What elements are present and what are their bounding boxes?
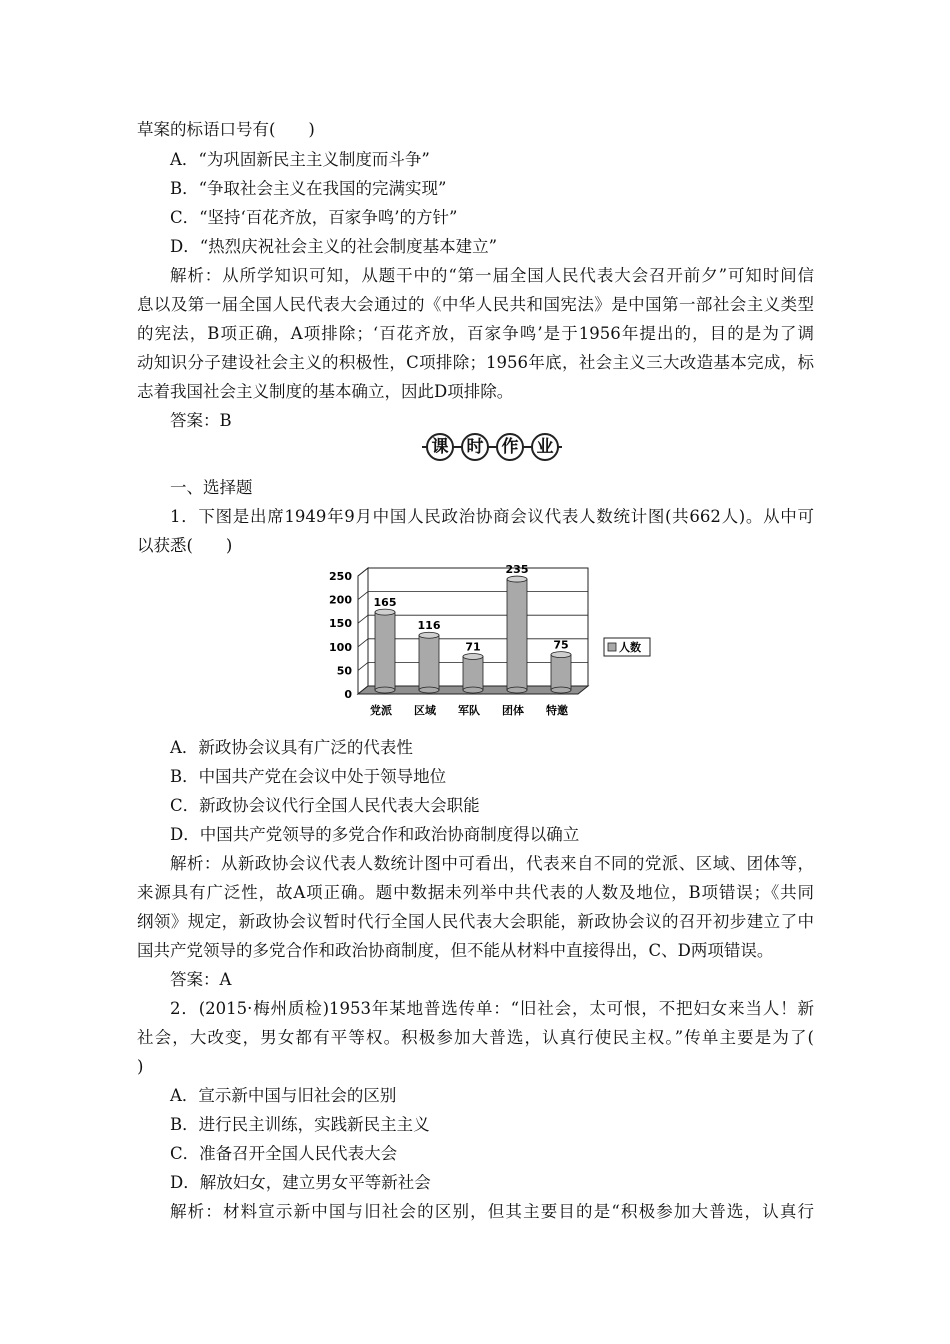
bar-base [375, 687, 395, 693]
bar-base [419, 687, 439, 693]
chart-legend [604, 638, 650, 656]
q2-option-c: C．准备召开全国人民代表大会 [170, 1144, 398, 1163]
y-tick-label: 50 [336, 664, 352, 678]
q2-stem-line: ) [137, 1057, 144, 1076]
prev-analysis-line: 志着我国社会主义制度的基本确立，因此D项排除。 [137, 382, 514, 401]
data-label: 116 [417, 619, 441, 633]
x-tick-label: 特邀 [546, 704, 568, 717]
prev-stem-tail: 草案的标语口号有( ) [137, 120, 315, 139]
q2-stem-line: 2．(2015·梅州质检)1953年某地普选传单：“旧社会，太可恨，不把妇女来当人！新 [170, 999, 814, 1018]
q1-analysis-line: 国共产党领导的多党合作和政治协商制度，但不能从材料中直接得出，C、D两项错误。 [137, 941, 774, 960]
prev-analysis-line: 动知识分子建设社会主义的积极性，C项排除；1956年底，社会主义三大改造基本完成，标 [137, 353, 814, 372]
legend-swatch [608, 643, 616, 651]
prev-analysis-line: 解析：从所学知识可知，从题干中的“第一届全国人民代表大会召开前夕”可知时间信 [170, 266, 814, 285]
q1-analysis-line: 来源具有广泛性，故A项正确。题中数据未列举中共代表的人数及地位，B项错误；《共同 [137, 883, 814, 902]
bar-top [507, 576, 527, 582]
q1-option-b: B．中国共产党在会议中处于领导地位 [170, 767, 447, 786]
y-tick-label: 100 [329, 640, 352, 654]
banner-char: 业 [531, 433, 559, 461]
bar [375, 612, 395, 690]
bar-base [463, 687, 483, 693]
prev-analysis-line: 的宪法，B项正确，A项排除；‘百花齐放，百家争鸣’是于1956年提出的，目的是为了调 [137, 324, 814, 343]
q1-stem-line: 以获悉( ) [137, 536, 233, 555]
prev-answer: 答案：B [170, 411, 232, 430]
bar [551, 655, 571, 690]
banner-char: 时 [461, 433, 489, 461]
q1-analysis-line: 纲领》规定，新政协会议暂时代行全国人民代表大会职能，新政协会议的召开初步建立了中 [137, 912, 814, 931]
section-banner [422, 433, 562, 465]
y-tick-label: 150 [329, 617, 352, 631]
bar-top [551, 652, 571, 658]
chart-yticks [329, 570, 352, 701]
q1-option-d: D．中国共产党领导的多党合作和政治协商制度得以确立 [170, 825, 580, 844]
q2-option-d: D．解放妇女，建立男女平等新社会 [170, 1173, 431, 1192]
section-heading: 一、选择题 [170, 478, 253, 497]
q1-analysis-line: 解析：从新政协会议代表人数统计图中可看出，代表来自不同的党派、区域、团体等， [170, 854, 814, 873]
q1-stem-line: 1．下图是出席1949年9月中国人民政治协商会议代表人数统计图(共662人)。从中可 [170, 507, 814, 526]
bar-chart [320, 562, 660, 730]
bar-top [375, 609, 395, 615]
bar-top [419, 632, 439, 638]
banner-char: 作 [496, 433, 524, 461]
x-tick-label: 军队 [458, 704, 480, 717]
legend-label: 人数 [619, 641, 641, 654]
banner-char: 课 [426, 433, 454, 461]
bar [507, 579, 527, 690]
x-tick-label: 党派 [370, 704, 392, 717]
x-tick-label: 团体 [502, 704, 524, 717]
q2-stem-line: 社会，大改变，男女都有平等权。积极参加大普选，认真行使民主权。”传单主要是为了( [137, 1028, 814, 1047]
bar [463, 656, 483, 690]
q2-option-b: B．进行民主训练，实践新民主主义 [170, 1115, 430, 1134]
y-tick-label: 200 [329, 593, 352, 607]
data-label: 165 [373, 596, 397, 610]
q1-answer: 答案：A [170, 970, 232, 989]
q1-option-c: C．新政协会议代行全国人民代表大会职能 [170, 796, 480, 815]
bar-top [463, 653, 483, 659]
prev-option-d: D．“热烈庆祝社会主义的社会制度基本建立” [170, 237, 498, 256]
q2-option-a: A．宣示新中国与旧社会的区别 [170, 1086, 397, 1105]
bar-base [551, 687, 571, 693]
data-label: 75 [553, 638, 569, 652]
prev-option-a: A．“为巩固新民主主义制度而斗争” [170, 150, 430, 169]
y-tick-label: 250 [329, 570, 352, 583]
data-label: 235 [505, 563, 529, 577]
q2-analysis-line: 解析：材料宣示新中国与旧社会的区别，但其主要目的是“积极参加大普选，认真行 [170, 1202, 814, 1221]
prev-option-b: B．“争取社会主义在我国的完满实现” [170, 179, 447, 198]
chart-xticks [370, 703, 568, 717]
q1-option-a: A．新政协会议具有广泛的代表性 [170, 738, 413, 757]
prev-analysis-line: 息以及第一届全国人民代表大会通过的《中华人民共和国宪法》是中国第一部社会主义类型 [137, 295, 814, 314]
bar-base [507, 687, 527, 693]
data-label: 71 [465, 640, 481, 654]
x-tick-label: 区域 [414, 704, 436, 717]
prev-option-c: C．“坚持‘百花齐放，百家争鸣’的方针” [170, 208, 458, 227]
chart-side-wall [358, 568, 368, 694]
y-tick-label: 0 [344, 688, 352, 701]
bar [419, 635, 439, 690]
